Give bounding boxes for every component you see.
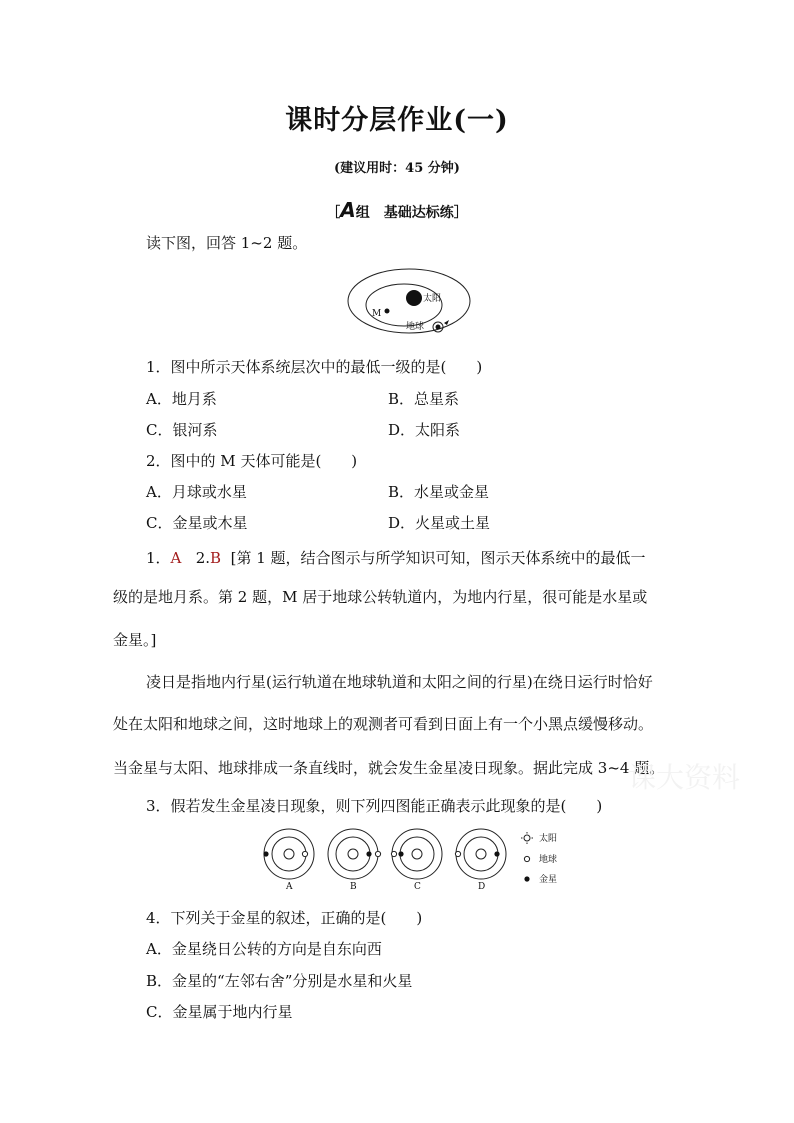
legend-earth-icon (524, 856, 529, 861)
earth-label: 地球 (406, 322, 425, 332)
q2-stem: 2．图中的 M 天体可能是( ) (146, 452, 358, 470)
option-c-label: C (414, 882, 421, 892)
answer-2-num: 2. (195, 549, 211, 567)
legend-earth-label: 地球 (539, 855, 558, 865)
legend-sun-icon (524, 835, 530, 841)
sun-icon (348, 849, 358, 859)
answer-explanation-2: 级的是地月系。第 2 题，M 居于地球公转轨道内，为地内行星，很可能是水星或 (113, 588, 648, 606)
q4-option-c: C．金星属于地内行星 (146, 1003, 293, 1021)
venus-dot (366, 851, 371, 856)
q2-option-c: C．金星或木星 (146, 514, 248, 532)
legend-sun-label: 太阳 (539, 834, 558, 844)
bracket-close: ］ (453, 205, 468, 221)
inner-orbit (366, 284, 442, 326)
legend (521, 832, 557, 885)
passage-line-2: 处在太阳和地球之间，这时地球上的观测者可看到日面上有一个小黑点缓慢移动。 (113, 715, 654, 733)
passage-line-1: 凌日是指地内行星(运行轨道在地球轨道和太阳之间的行星)在绕日运行时恰好 (146, 673, 653, 691)
q1-option-a: A．地月系 (146, 390, 217, 408)
sun-dot (406, 290, 422, 306)
answer-line-1 (146, 547, 646, 568)
q2-option-d: D．火星或土星 (388, 514, 491, 532)
earth-dot (375, 851, 380, 856)
sun-icon (412, 849, 422, 859)
watermark: 课大资料 (628, 761, 741, 794)
q4-option-a: A．金星绕日公转的方向是自东向西 (146, 940, 382, 958)
sun-icon (284, 849, 294, 859)
venus-dot (494, 851, 499, 856)
sun-icon (476, 849, 486, 859)
m-dot (385, 309, 390, 314)
group-letter: A (340, 198, 356, 222)
answer-2-value: B (210, 549, 222, 567)
answer-explanation-3: 金星。] (113, 631, 157, 649)
sun-label: 太阳 (423, 294, 442, 304)
answer-explanation-1: [第 1 题，结合图示与所学知识可知，图示天体系统中的最低一 (230, 549, 646, 567)
venus-dot (263, 851, 268, 856)
intro-text: 读下图，回答 1~2 题。 (146, 234, 308, 252)
q1-stem: 1．图中所示天体系统层次中的最低一级的是( ) (146, 358, 483, 376)
bracket-open: ［ (326, 205, 341, 221)
legend-venus-label: 金星 (539, 875, 558, 885)
q4-option-b: B．金星的“左邻右舍”分别是水星和火星 (146, 972, 413, 990)
option-d-figure (455, 829, 506, 892)
earth-dot (302, 851, 307, 856)
suggested-time: (建议用时：45 分钟) (334, 161, 460, 176)
group-label: 组 基础达标练 (355, 205, 454, 221)
legend-venus-icon (524, 876, 529, 881)
answer-1-value: A (170, 549, 182, 567)
earth-dot (391, 851, 396, 856)
option-c-figure (391, 829, 442, 892)
option-b-figure (328, 829, 381, 892)
solar-system-diagram (346, 265, 472, 341)
answer-1-num: 1． (146, 549, 171, 567)
earth-dot (455, 851, 460, 856)
orbit-arrow (444, 320, 449, 325)
option-a-label: A (286, 882, 293, 892)
q1-option-b: B．总星系 (388, 390, 460, 408)
transit-options-diagram (257, 826, 567, 894)
q4-stem: 4．下列关于金星的叙述，正确的是( ) (146, 909, 423, 927)
q1-option-d: D．太阳系 (388, 421, 461, 439)
q3-stem: 3．假若发生金星凌日现象，则下列四图能正确表示此现象的是( ) (146, 797, 603, 815)
q1-option-c: C．银河系 (146, 421, 218, 439)
q2-option-b: B．水星或金星 (388, 483, 490, 501)
option-a-figure (263, 829, 314, 892)
option-d-label: D (478, 882, 486, 892)
venus-dot (398, 851, 403, 856)
q2-option-a: A．月球或水星 (146, 483, 247, 501)
earth-dot (436, 325, 441, 330)
option-b-label: B (350, 882, 357, 892)
page-title: 课时分层作业(一) (285, 105, 509, 136)
m-label: M (372, 309, 382, 319)
group-heading (0, 198, 794, 222)
passage-line-3: 当金星与太阳、地球排成一条直线时，就会发生金星凌日现象。据此完成 3~4 题。 (113, 759, 665, 777)
